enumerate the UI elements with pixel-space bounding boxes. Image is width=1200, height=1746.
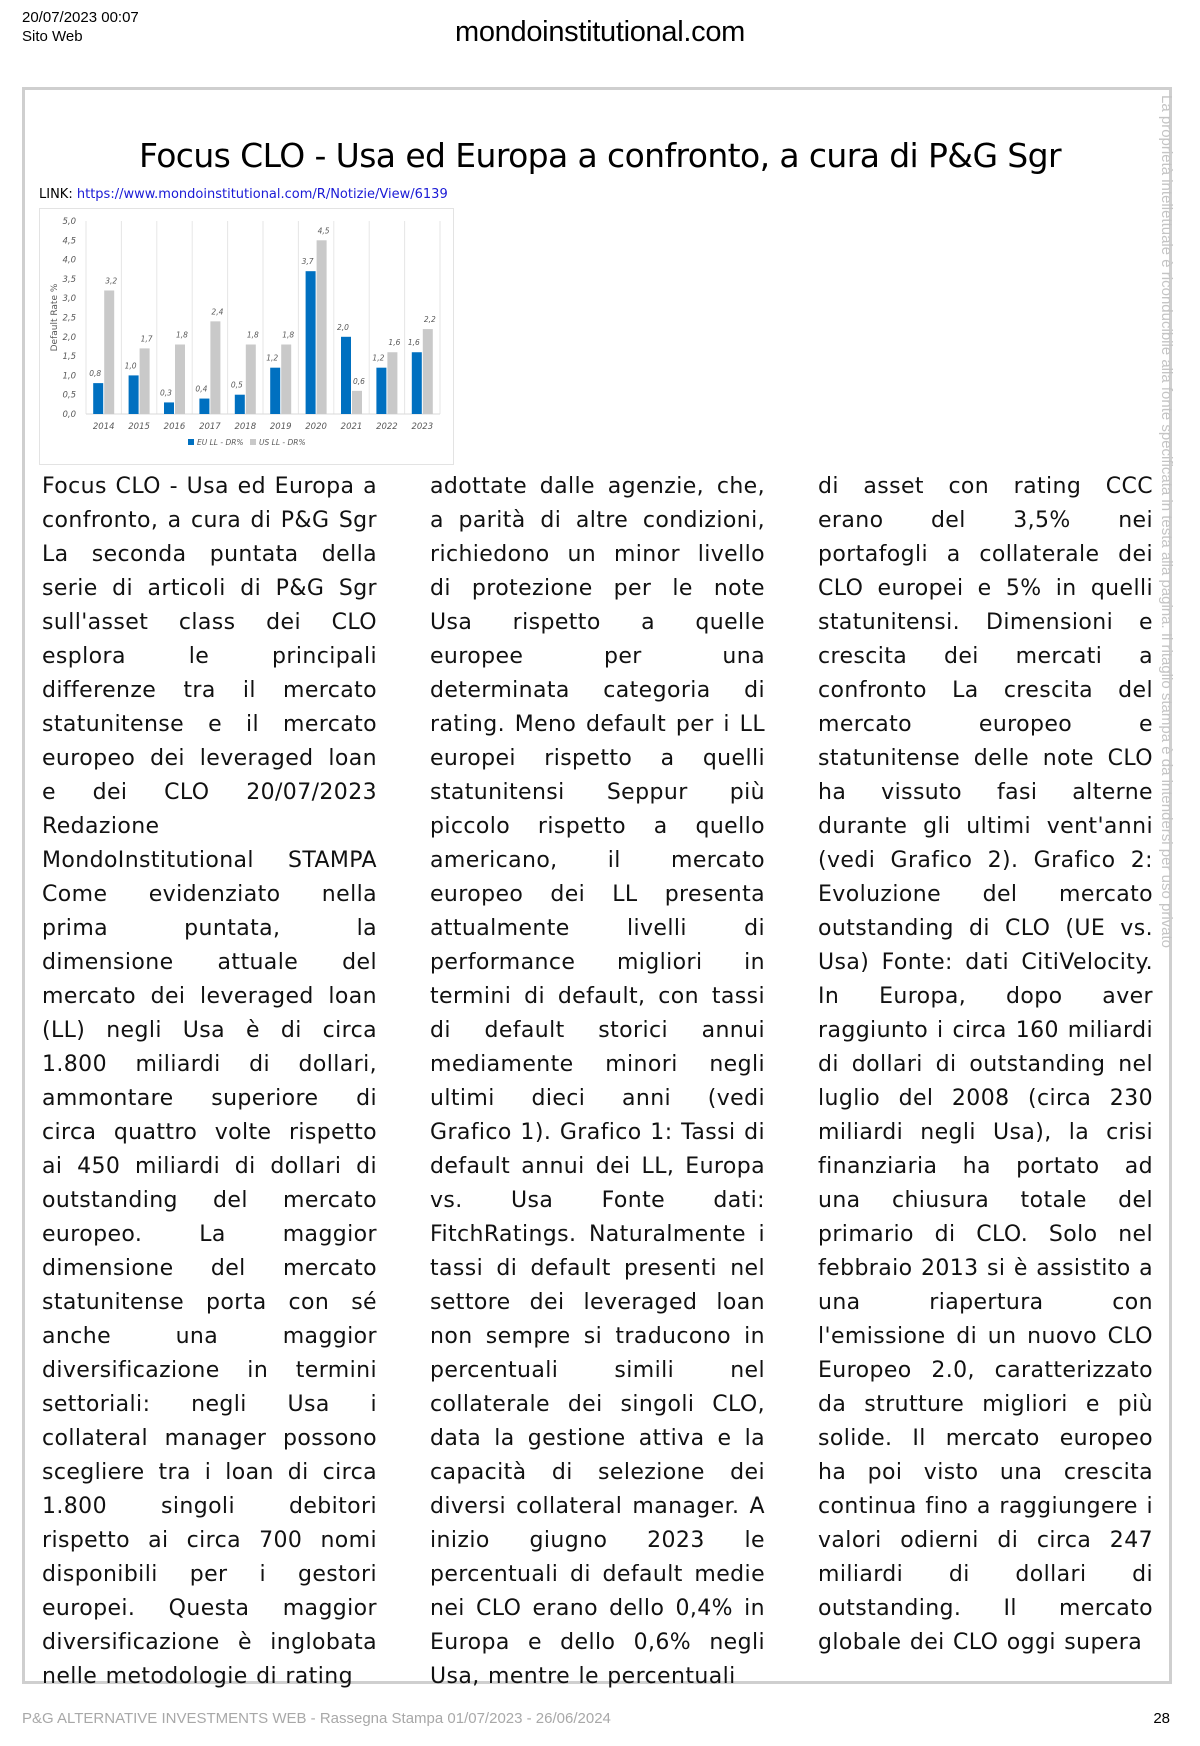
eu-bar	[199, 399, 209, 414]
x-tick-label: 2018	[234, 422, 257, 432]
y-tick-label: 2,5	[62, 313, 76, 324]
eu-bar	[235, 395, 245, 414]
eu-bar	[341, 337, 351, 414]
eu-bar	[270, 368, 280, 414]
article-link-row	[39, 187, 448, 202]
y-tick-label: 0,0	[62, 410, 76, 420]
us-bar	[104, 290, 114, 414]
bar-value-label: 2,2	[423, 315, 436, 325]
footer-press-review: P&G ALTERNATIVE INVESTMENTS WEB - Rassegna Stampa 01/07/2023 - 26/06/2024	[22, 1710, 611, 1727]
bar-value-label: 1,7	[140, 334, 153, 344]
article-body	[42, 470, 1152, 1690]
bar-value-label: 1,6	[388, 338, 401, 348]
us-bar	[140, 348, 150, 414]
us-bar	[210, 321, 220, 414]
legend-label: EU LL - DR%	[197, 438, 244, 447]
y-tick-label: 3,0	[62, 294, 76, 305]
article-link[interactable]: https://www.mondoinstitutional.com/R/Notizie/View/6139	[76, 187, 448, 202]
eu-bar	[306, 271, 316, 414]
y-tick-label: 3,5	[62, 274, 76, 285]
us-bar	[281, 345, 291, 414]
y-tick-label: 1,5	[62, 352, 76, 363]
watermark-text: La proprietà intellettuale è riconducibile alla fonte specificata in testa alla pagina. Il ritaglio stampa è da intendersi per uso privato	[1158, 95, 1175, 949]
article-title: Focus CLO - Usa ed Europa a confronto, a cura di P&G Sgr	[139, 136, 1061, 175]
x-tick-label: 2015	[128, 422, 150, 432]
link-label: LINK:	[39, 187, 73, 202]
bar-value-label: 0,6	[353, 376, 365, 386]
bar-value-label: 3,7	[301, 257, 314, 267]
bar-value-label: 4,5	[317, 226, 330, 236]
clipping-datetime: 20/07/2023 00:07	[22, 9, 139, 26]
legend-label: US LL - DR%	[259, 438, 306, 447]
bar-value-label: 0,4	[195, 384, 208, 394]
x-tick-label: 2016	[163, 422, 186, 432]
article-column-3: di asset con rating CCC erano del 3,5% nei portafogli a collaterale dei CLO europei e 5% in quelli statunitensi. Dimensioni e crescita dei mercati a confronto La crescita del mercato europeo e statunitense delle note CLO ha vissuto fasi alterne durante gli ultimi vent'anni (vedi Grafico 2). Grafico 2: Evoluzione del mercato outstanding di CLO (UE vs. Usa) Fonte: dati CitiVelocity. In Europa, dopo aver raggiunto i circa 160 miliardi di dollari di outstanding nel luglio del 2008 (circa 230 miliardi negli Usa), la crisi finanziaria ha portato ad una chiusura totale del primario di CLO. Solo nel febbraio 2013 si è assistito a una riapertura con l'emissione di un nuovo CLO Europeo 2.0, caratterizzato da strutture migliori e più solide. Il mercato europeo ha poi visto una crescita continua fino a raggiungere i valori odierni di circa 247 miliardi di dollari di outstanding. Il mercato globale dei CLO oggi supera	[818, 474, 1153, 1655]
bar-chart-svg	[40, 209, 453, 464]
bar-value-label: 0,5	[230, 380, 243, 390]
bar-value-label: 1,8	[176, 330, 188, 340]
bar-value-label: 2,4	[211, 307, 224, 317]
y-tick-label: 4,5	[62, 236, 76, 247]
us-bar	[246, 345, 256, 414]
us-bar	[175, 345, 185, 414]
bar-value-label: 1,8	[246, 330, 259, 340]
x-tick-label: 2017	[199, 422, 221, 432]
us-bar	[423, 329, 433, 414]
y-axis-label: Default Rate %	[50, 283, 60, 352]
source-site: mondoinstitutional.com	[455, 16, 745, 48]
x-tick-label: 2021	[340, 422, 363, 432]
legend-us-swatch	[250, 439, 256, 445]
x-tick-label: 2020	[305, 422, 327, 432]
clipping-source-type: Sito Web	[22, 28, 83, 45]
us-bar	[352, 391, 362, 414]
y-tick-label: 0,5	[62, 390, 76, 401]
bar-value-label: 1,2	[372, 353, 385, 363]
page-number: 28	[1153, 1710, 1170, 1727]
legend-eu-swatch	[188, 439, 194, 445]
eu-bar	[129, 375, 139, 414]
us-bar	[317, 240, 327, 414]
bar-value-label: 0,3	[160, 388, 172, 398]
eu-bar	[376, 368, 386, 414]
x-tick-label: 2014	[92, 422, 115, 432]
us-bar	[387, 352, 397, 414]
bar-value-label: 2,0	[337, 322, 349, 332]
eu-bar	[164, 402, 174, 414]
eu-bar	[93, 383, 103, 414]
bar-value-label: 1,2	[266, 353, 279, 363]
default-rate-chart	[39, 208, 454, 465]
bar-value-label: 1,0	[124, 361, 137, 371]
y-tick-label: 1,0	[62, 371, 76, 382]
article-column-2: adottate dalle agenzie, che, a parità di altre condizioni, richiedono un minor livello di protezione per le note Usa rispetto a quelle europee per una determinata categoria di rating. Meno default per i LL europei rispetto a quelli statunitensi Seppur più piccolo rispetto a quello americano, il mercato europeo dei LL presenta attualmente livelli di performance migliori in termini di default, con tassi di default storici annui mediamente minori negli ultimi dieci anni (vedi Grafico 1). Grafico 1: Tassi di default annui dei LL, Europa vs. Usa Fonte dati: FitchRatings. Naturalmente i tassi di default presenti nel settore dei leveraged loan non sempre si traducono in percentuali simili nel collaterale dei singoli CLO, data la gestione attiva e la capacità di selezione dei diversi collateral manager. A inizio giugno 2023 le percentuali di default medie nei CLO erano dello 0,4% in Europa e dello 0,6% negli Usa, mentre le percentuali	[430, 474, 765, 1689]
copyright-watermark	[1155, 95, 1181, 949]
y-tick-label: 4,0	[62, 255, 76, 266]
x-tick-label: 2019	[269, 422, 292, 432]
bar-value-label: 1,6	[407, 338, 420, 348]
bar-value-label: 1,8	[282, 330, 295, 340]
bar-value-label: 3,2	[105, 276, 118, 286]
x-tick-label: 2022	[376, 422, 398, 432]
bar-value-label: 0,8	[89, 369, 102, 379]
y-tick-label: 2,0	[62, 332, 76, 343]
y-tick-label: 5,0	[62, 217, 76, 227]
article-column-1: Focus CLO - Usa ed Europa a confronto, a cura di P&G Sgr La seconda puntata della serie di articoli di P&G Sgr sull'asset class dei CLO esplora le principali differenze tra il mercato statunitense e il mercato europeo dei leveraged loan e dei CLO 20/07/2023 Redazione MondoInstitutional STAMPA Come evidenziato nella prima puntata, la dimensione attuale del mercato dei leveraged loan (LL) negli Usa è di circa 1.800 miliardi di dollari, ammontare superiore di circa quattro volte rispetto ai 450 miliardi di dollari di outstanding del mercato europeo. La maggior dimensione del mercato statunitense porta con sé anche una maggior diversificazione in termini settoriali: negli Usa i collateral manager possono scegliere tra i loan di circa 1.800 singoli debitori rispetto ai circa 700 nomi disponibili per i gestori europei. Questa maggior diversificazione è inglobata nelle metodologie di rating	[42, 474, 377, 1689]
x-tick-label: 2023	[411, 422, 434, 432]
eu-bar	[412, 352, 422, 414]
